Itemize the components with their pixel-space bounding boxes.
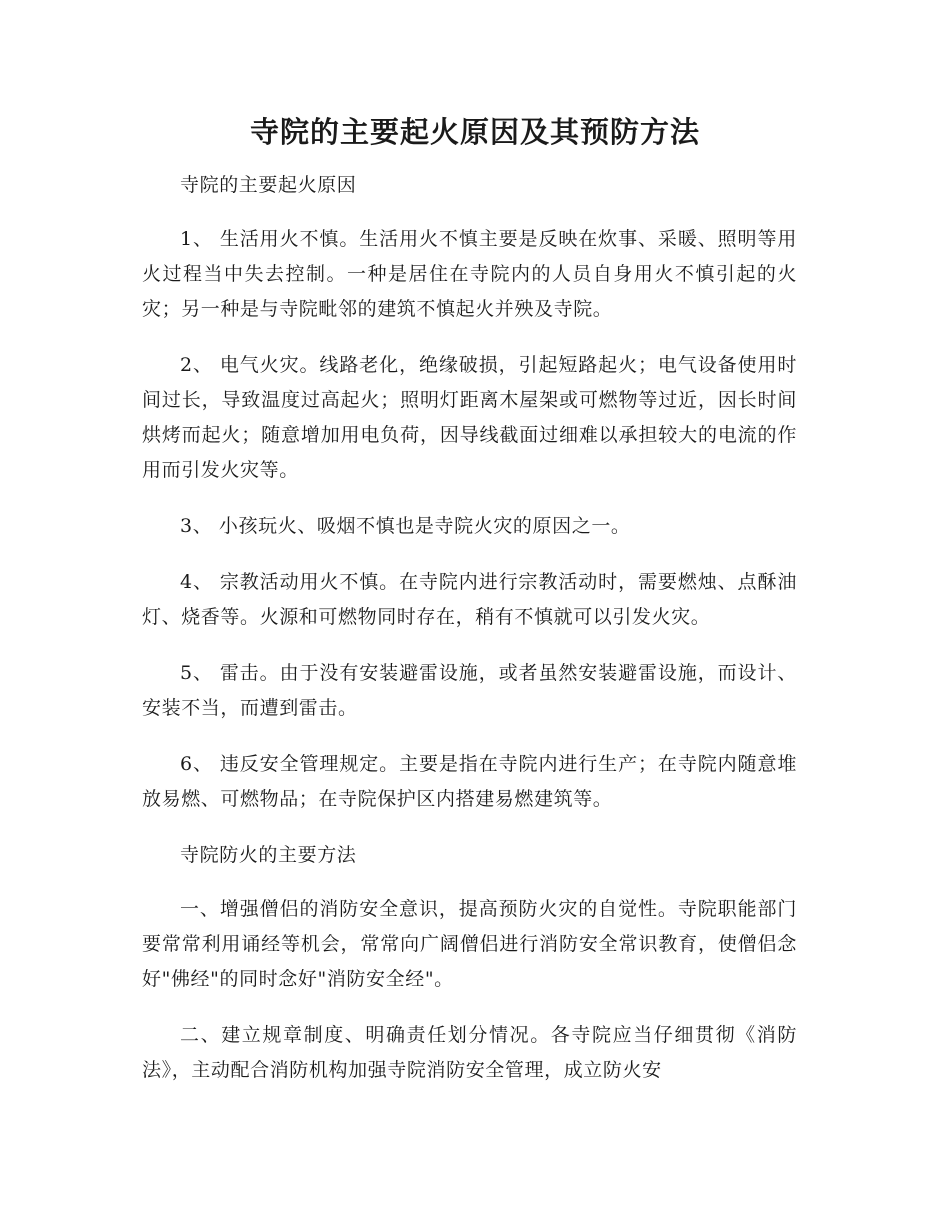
document-body (142, 168, 797, 1109)
paragraph-method-1: 一、增强僧侣的消防安全意识，提高预防火灾的自觉性。寺院职能部门要常常利用诵经等机会，常常向广阔僧侣进行消防安全常识教育，使僧侣念好"佛经"的同时念好"消防安全经"。 (142, 898, 797, 990)
document-title: 寺院的主要起火原因及其预防方法 (249, 115, 700, 149)
paragraph-cause-1: 1、 生活用火不慎。生活用火不慎主要是反映在炊事、采暖、照明等用火过程当中失去控制。一种是居住在寺院内的人员自身用火不慎引起的火灾；另一种是与寺院毗邻的建筑不慎起火并殃及寺院。 (142, 228, 797, 320)
paragraph-cause-2: 2、 电气火灾。线路老化，绝缘破损，引起短路起火；电气设备使用时间过长，导致温度过高起火；照明灯距离木屋架或可燃物等过近，因长时间烘烤而起火；随意增加用电负荷，因导线截面过细难以承担较大的电流的作用而引发火灾等。 (142, 354, 797, 481)
paragraph-method-2: 二、建立规章制度、明确责任划分情况。各寺院应当仔细贯彻《消防法》，主动配合消防机构加强寺院消防安全管理，成立防火安 (142, 1024, 797, 1081)
paragraph-cause-6: 6、 违反安全管理规定。主要是指在寺院内进行生产；在寺院内随意堆放易燃、可燃物品；在寺院保护区内搭建易燃建筑等。 (142, 753, 797, 810)
section-heading-causes: 寺院的主要起火原因 (180, 174, 357, 196)
paragraph-cause-5: 5、 雷击。由于没有安装避雷设施，或者虽然安装避雷设施，而设计、安装不当，而遭到雷击。 (142, 662, 797, 719)
paragraph-cause-3: 3、 小孩玩火、吸烟不慎也是寺院火灾的原因之一。 (180, 515, 631, 537)
section-heading-prevention: 寺院防火的主要方法 (180, 844, 357, 866)
paragraph-cause-4: 4、 宗教活动用火不慎。在寺院内进行宗教活动时，需要燃烛、点酥油灯、烧香等。火源和可燃物同时存在，稍有不慎就可以引发火灾。 (142, 571, 797, 628)
